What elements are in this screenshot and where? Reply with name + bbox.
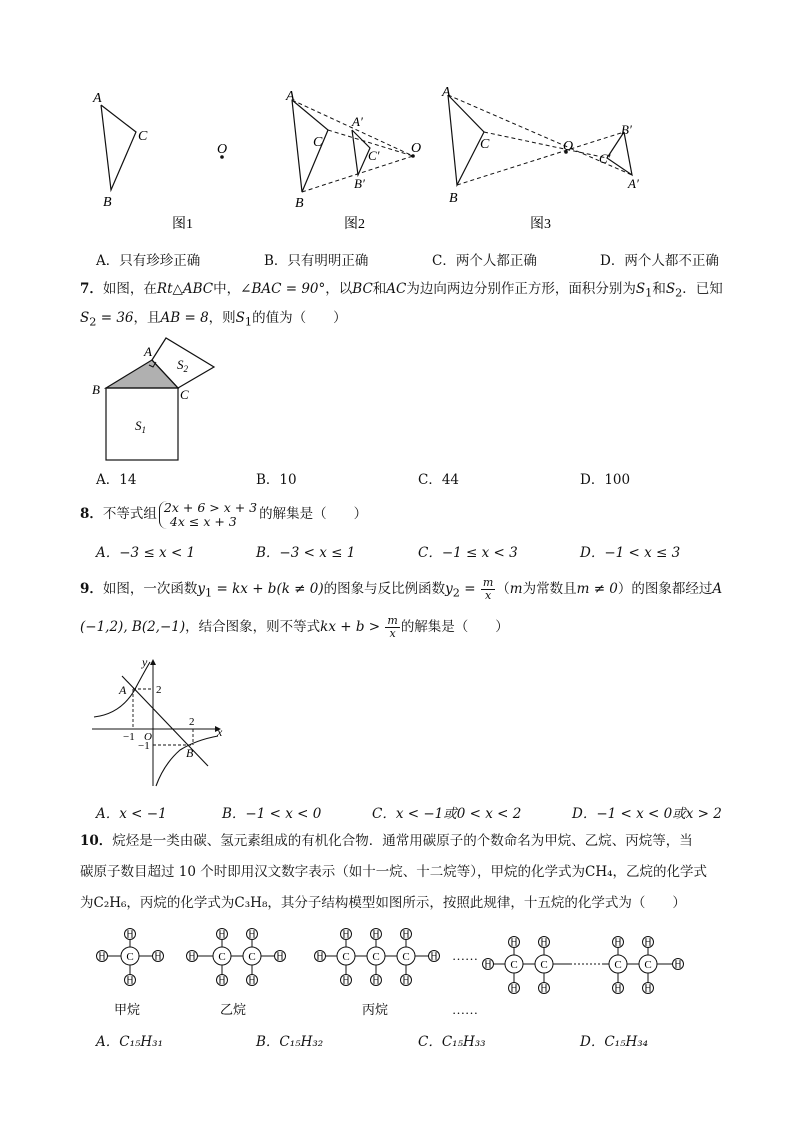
q10-propane-h-label: H [402, 929, 410, 941]
q10-line1: 烷烃是一类由碳、氢元素组成的有机化合物．通常用碳原子的个数命名为甲烷、乙烷、丙烷等，当 [112, 833, 693, 849]
q7-stem-line1 [80, 280, 723, 303]
q10-propane-c-label: C [342, 951, 350, 963]
q8-number: 8． [80, 506, 103, 522]
q10-ethane [187, 929, 286, 987]
q9-frac-num: m [482, 576, 494, 589]
q10-ethane-h-label: H [248, 929, 256, 941]
q8-stem [80, 500, 367, 529]
q10-propane-h-label: H [316, 951, 324, 963]
q10-option-d[interactable]: D．C₁₅H₃₄ [580, 1034, 649, 1050]
q6-fig3-label-B2: B′ [621, 122, 632, 137]
q9-y2: y [445, 581, 453, 597]
q7-figure [88, 336, 228, 464]
q6-option-b[interactable]: B．只有明明正确 [264, 253, 369, 269]
q9-point-a: A [712, 581, 723, 597]
q7-ab-value: AB = 8 [160, 310, 209, 326]
q7-option-d[interactable]: D．100 [580, 472, 631, 488]
q8-inequality-2: 4x ≤ x + 3 [169, 513, 237, 529]
q9-text-g: （ [496, 581, 510, 597]
q10-label-methane: 甲烷 [114, 1002, 141, 1017]
q7-number: 7． [80, 281, 103, 297]
q7-option-c[interactable]: C．44 [418, 472, 460, 488]
q6-fig2-label-C2: C′ [368, 148, 380, 163]
q6-fig3-label-O: O [563, 139, 574, 154]
q7-triangle-abc [106, 360, 178, 388]
q6-fig2-label-B: B [295, 196, 304, 211]
q10-methane-h3-label: H [126, 929, 134, 941]
q10-chain-h-label: H [644, 983, 652, 995]
q9-option-b[interactable]: B．−1 < x < 0 [222, 806, 322, 822]
q9-text-d: 的图象与反比例函数 [323, 581, 446, 597]
q10-propane-h-label: H [342, 975, 350, 987]
q10-option-c[interactable]: C．C₁₅H₃₃ [418, 1034, 486, 1050]
q6-fig1-caption: 图1 [172, 217, 193, 232]
q9-option-d[interactable]: D．−1 < x < 0或x > 2 [572, 806, 722, 822]
q7-line2-e: ，则 [208, 310, 236, 326]
q10-propane-h-label: H [430, 951, 438, 963]
q6-figure [80, 80, 720, 240]
q10-ellipsis-2: …… [452, 1002, 478, 1017]
q6-fig3-label-A: A [442, 85, 451, 100]
q9-label-B: B [186, 746, 194, 760]
q10-chain-h-label: H [540, 937, 548, 949]
q7-s2-line2: S [80, 310, 90, 326]
q10-methane-h4-label: H [126, 975, 134, 987]
q7-text-g: 和 [372, 281, 387, 297]
q7-triangle: Rt△ABC [156, 281, 214, 297]
q6-fig2-caption: 图2 [344, 217, 365, 232]
q9-y2-sub: 2 [452, 586, 460, 600]
q6-fig1-label-B: B [103, 195, 112, 210]
q10-label-propane: 丙烷 [362, 1002, 389, 1017]
q10-chain-h-label: H [510, 983, 518, 995]
q9-inequality: kx + b > [320, 619, 385, 635]
q7-s1: S [635, 281, 646, 297]
q9-text-a: 如图，一次函数 [102, 581, 198, 597]
q9-frac2-num: m [387, 614, 398, 627]
q7-text-i: 为边向两边分别作正方形，面积分别为 [406, 281, 636, 297]
q9-number: 9． [80, 581, 103, 597]
q7-text-m: ．已知 [682, 281, 723, 297]
q9-frac-den: x [484, 589, 492, 602]
q7-text-e: ，以 [325, 281, 353, 297]
q9-line2-b: ，结合图象，则不等式 [185, 619, 321, 635]
q9-fraction-2 [385, 615, 399, 640]
q9-graph [88, 656, 228, 790]
q9-tick-yneg1: −1 [138, 740, 150, 752]
q7-s1-sub: 1 [645, 286, 653, 300]
q10-methane-c-label: C [126, 951, 134, 963]
q10-chain-c-label: C [614, 959, 622, 971]
q6-fig1 [101, 105, 136, 190]
q9-m-ne-0: m ≠ 0 [576, 581, 618, 597]
q10-propane-h-label: H [402, 975, 410, 987]
q6-option-c[interactable]: C．两个人都正确 [432, 253, 537, 269]
q6-fig1-label-C: C [138, 129, 148, 144]
q10-propane [315, 929, 440, 987]
q7-text-c: 中， [213, 281, 241, 297]
q10-methane-h1-label: H [98, 951, 106, 963]
q9-text-i: 为常数且 [522, 581, 577, 597]
q7-s1-line2-sub: 1 [244, 315, 253, 329]
q8-inequality-1: 2x + 6 > x + 3 [163, 499, 258, 515]
q8-text-a: 不等式组 [102, 506, 157, 522]
q10-figure [88, 924, 698, 1024]
q10-stem-line3: 为C₂H₆，丙烷的化学式为C₃H₈，其分子结构模型如图所示，按照此规律，十五烷的化学式为（ ） [80, 895, 686, 911]
q10-ethane-c1-label: C [218, 951, 226, 963]
q10-propane-c-label: C [402, 951, 410, 963]
q10-chain-h-label: H [614, 983, 622, 995]
q9-fraction [481, 577, 495, 602]
q9-label-A: A [119, 683, 127, 697]
q7-line2-g: 的值为（ ） [252, 310, 347, 326]
q8-system [159, 501, 257, 529]
q6-fig2-label-A: A [286, 89, 295, 104]
q6-fig3 [448, 95, 632, 185]
q7-s2: S [665, 281, 676, 297]
q9-eq: = [459, 581, 480, 597]
q7-label-S1: $S_1$ [135, 418, 146, 435]
q6-fig2-label-O: O [411, 141, 422, 156]
q6-fig1-label-A: A [93, 91, 102, 106]
q9-m: m [509, 581, 523, 597]
q9-line2-d: 的解集是（ ） [400, 619, 509, 635]
q7-label-C: C [180, 387, 189, 402]
q10-propane-h-label: H [342, 929, 350, 941]
q6-option-d[interactable]: D．两个人都不正确 [600, 253, 719, 269]
q10-chain-c-label: C [540, 959, 548, 971]
q10-long-chain [483, 937, 684, 995]
q6-fig3-label-A2: A′ [628, 176, 639, 191]
q9-y1-sub: 1 [205, 586, 213, 600]
q7-square-s1 [106, 388, 178, 460]
q8-option-b[interactable]: B．−3 < x ≤ 1 [256, 545, 356, 561]
q10-chain-h-label: H [484, 959, 492, 971]
q8-option-d[interactable]: D．−1 < x ≤ 3 [580, 545, 681, 561]
q10-ethane-h-label: H [218, 929, 226, 941]
q9-stem-line2 [80, 612, 509, 642]
q7-s1-line2: S [235, 310, 245, 326]
q9-stem-line1 [80, 574, 722, 609]
q9-linear-expr: = kx + b(k ≠ 0) [212, 581, 324, 597]
q7-s2-line2-sub: 2 [89, 315, 97, 329]
q6-fig3-label-C2: C′ [599, 151, 611, 166]
q10-chain-h-label: H [510, 937, 518, 949]
q9-tick-xneg1: −1 [123, 731, 135, 743]
q10-propane-c-label: C [372, 951, 380, 963]
q10-chain-h-label: H [674, 959, 682, 971]
q9-tick-y2: 2 [156, 684, 162, 696]
q10-ellipsis-1: …… [452, 948, 478, 963]
q7-s2-value: = 36 [96, 310, 134, 326]
q6-option-a[interactable]: A．只有珍珍正确 [96, 253, 201, 269]
q6-fig3-label-B: B [449, 191, 458, 206]
q10-chain-c-label: C [510, 959, 518, 971]
q7-option-a[interactable]: A．14 [96, 472, 137, 488]
q10-methane-h2-label: H [154, 951, 162, 963]
q10-label-ethane: 乙烷 [220, 1002, 247, 1017]
q7-label-S2: $S_2$ [177, 357, 188, 374]
q9-frac2-den: x [389, 627, 396, 640]
q7-label-B: B [92, 382, 100, 397]
q10-option-a[interactable]: A．C₁₅H₃₁ [96, 1034, 163, 1050]
q10-ethane-h-label: H [218, 975, 226, 987]
q7-label-A: A [144, 344, 152, 359]
q9-tick-x2: 2 [189, 716, 195, 728]
q6-fig1-label-O: O [217, 142, 228, 157]
q7-ac: AC [386, 281, 407, 297]
q10-ethane-c2-label: C [248, 951, 256, 963]
q10-ethane-h-label: H [248, 975, 256, 987]
q10-propane-h-label: H [372, 929, 380, 941]
q6-fig2-label-C: C [313, 135, 323, 150]
q9-option-c[interactable]: C．x < −1或0 < x < 2 [372, 806, 522, 822]
q7-bc: BC [352, 281, 373, 297]
q10-chain-h-label: H [540, 983, 548, 995]
q10-stem-line1 [80, 832, 693, 850]
q10-ethane-h-label: H [188, 951, 196, 963]
q6-fig2-label-B2: B′ [354, 176, 365, 191]
q9-label-y: y [142, 656, 148, 669]
q10-number: 10． [80, 833, 113, 849]
q7-text-a: 如图，在 [102, 281, 157, 297]
q8-option-a[interactable]: A．−3 ≤ x < 1 [96, 545, 196, 561]
q6-fig3-caption: 图3 [530, 217, 551, 232]
q7-angle: ∠BAC = 90° [240, 281, 326, 297]
q10-methane [97, 929, 164, 987]
q9-option-a[interactable]: A．x < −1 [96, 806, 167, 822]
q9-text-k: ）的图象都经过 [617, 581, 713, 597]
q6-fig3-label-C: C [480, 137, 490, 152]
q10-propane-h-label: H [372, 975, 380, 987]
q10-chain-h-label: H [614, 937, 622, 949]
q10-ethane-h-label: H [276, 951, 284, 963]
q10-chain-h-label: H [644, 937, 652, 949]
q7-line2-c: ，且 [133, 310, 161, 326]
q8-option-c[interactable]: C．−1 ≤ x < 3 [418, 545, 518, 561]
q7-s2-sub: 2 [675, 286, 683, 300]
q10-stem-line2: 碳原子数目超过 10 个时即用汉文数字表示（如十一烷、十二烷等），甲烷的化学式为CH₄，乙烷的化学式 [80, 864, 708, 880]
q7-stem-line2 [80, 309, 347, 332]
q8-text-b: 的解集是（ ） [259, 506, 368, 522]
q9-y1: y [197, 581, 206, 597]
q10-chain-c-label: C [644, 959, 652, 971]
q7-option-b[interactable]: B．10 [256, 472, 297, 488]
q10-option-b[interactable]: B．C₁₅H₃₂ [256, 1034, 324, 1050]
q9-points: (−1,2), B(2,−1) [80, 619, 186, 635]
q7-text-k: 和 [652, 281, 666, 297]
q9-label-x: x [217, 725, 223, 739]
q6-fig2-label-A2: A′ [352, 114, 363, 129]
q9-label-O: O [144, 731, 152, 743]
